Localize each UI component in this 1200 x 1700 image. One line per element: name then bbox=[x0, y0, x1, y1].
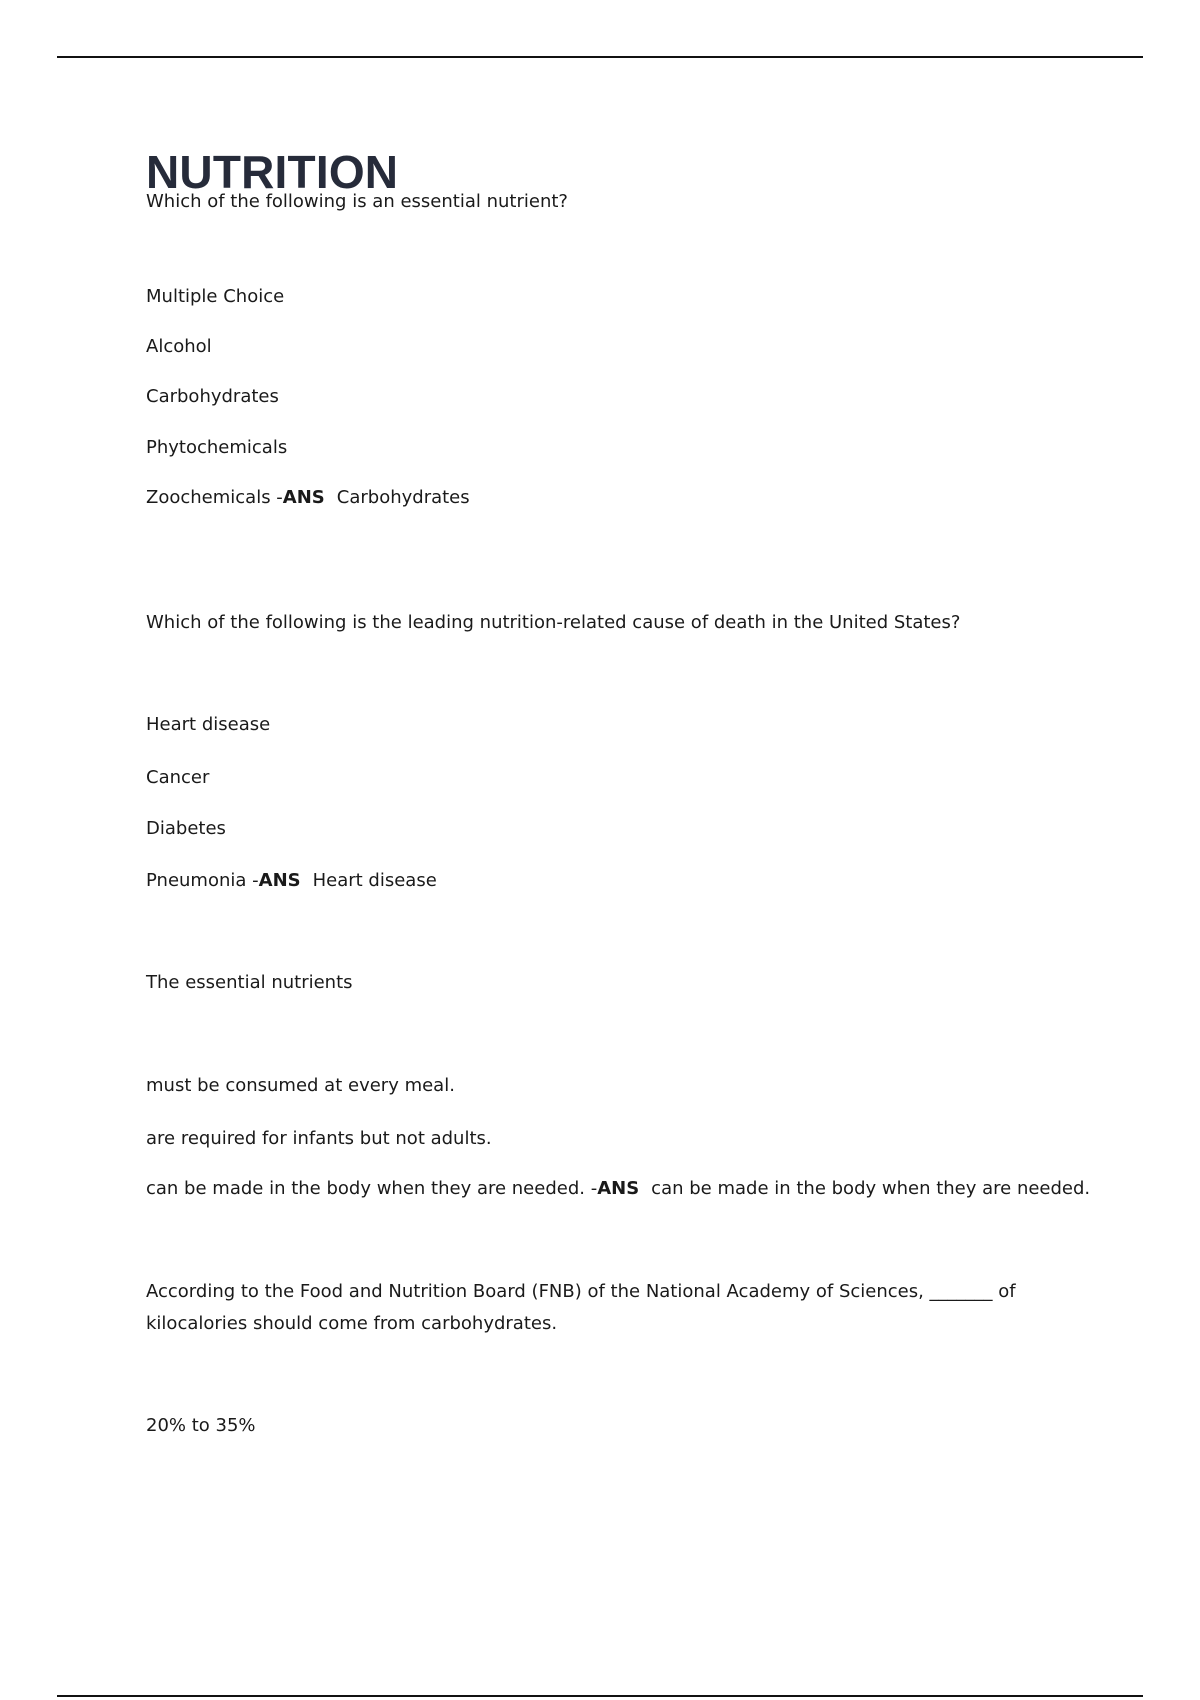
question-1-option-1: Alcohol bbox=[146, 336, 212, 357]
question-1-answer: Carbohydrates bbox=[336, 487, 470, 508]
question-2-option-4: Pneumonia bbox=[146, 870, 247, 891]
question-1-last-option-with-answer bbox=[146, 482, 470, 514]
bottom-rule bbox=[57, 1695, 1143, 1697]
question-2-option-3: Diabetes bbox=[146, 818, 226, 839]
question-3-option-3: can be made in the body when they are needed. bbox=[146, 1178, 585, 1199]
answer-tag: ANS bbox=[282, 487, 325, 508]
question-1-text: Which of the following is an essential nutrient? bbox=[146, 191, 568, 212]
question-1-type-label: Multiple Choice bbox=[146, 286, 285, 307]
question-1-option-4: Zoochemicals bbox=[146, 487, 271, 508]
top-rule bbox=[57, 56, 1143, 58]
question-3-option-2: are required for infants but not adults. bbox=[146, 1128, 492, 1149]
question-2-text: Which of the following is the leading nutrition-related cause of death in the United States? bbox=[146, 612, 961, 633]
question-2-option-2: Cancer bbox=[146, 767, 210, 788]
question-4-option-1: 20% to 35% bbox=[146, 1415, 256, 1436]
question-2-answer: Heart disease bbox=[312, 870, 437, 891]
question-3-option-1: must be consumed at every meal. bbox=[146, 1075, 455, 1096]
question-2-option-1: Heart disease bbox=[146, 714, 271, 735]
question-1-option-2: Carbohydrates bbox=[146, 386, 279, 407]
question-2-last-option-with-answer bbox=[146, 865, 437, 897]
question-3-last-option-with-answer bbox=[146, 1173, 1090, 1205]
answer-prefix: - bbox=[584, 1178, 598, 1199]
question-3-answer: can be made in the body when they are needed. bbox=[651, 1178, 1091, 1199]
answer-prefix: - bbox=[270, 487, 283, 508]
question-4-text: According to the Food and Nutrition Board (FNB) of the National Academy of Sciences, _______ of kilocalories should come from carbohydrates. bbox=[146, 1281, 1016, 1334]
answer-tag: ANS bbox=[258, 870, 301, 891]
answer-prefix: - bbox=[246, 870, 259, 891]
question-3-text: The essential nutrients bbox=[146, 972, 353, 993]
question-1-option-3: Phytochemicals bbox=[146, 437, 288, 458]
page-title: NUTRITION bbox=[146, 146, 399, 198]
answer-tag: ANS bbox=[597, 1178, 640, 1199]
